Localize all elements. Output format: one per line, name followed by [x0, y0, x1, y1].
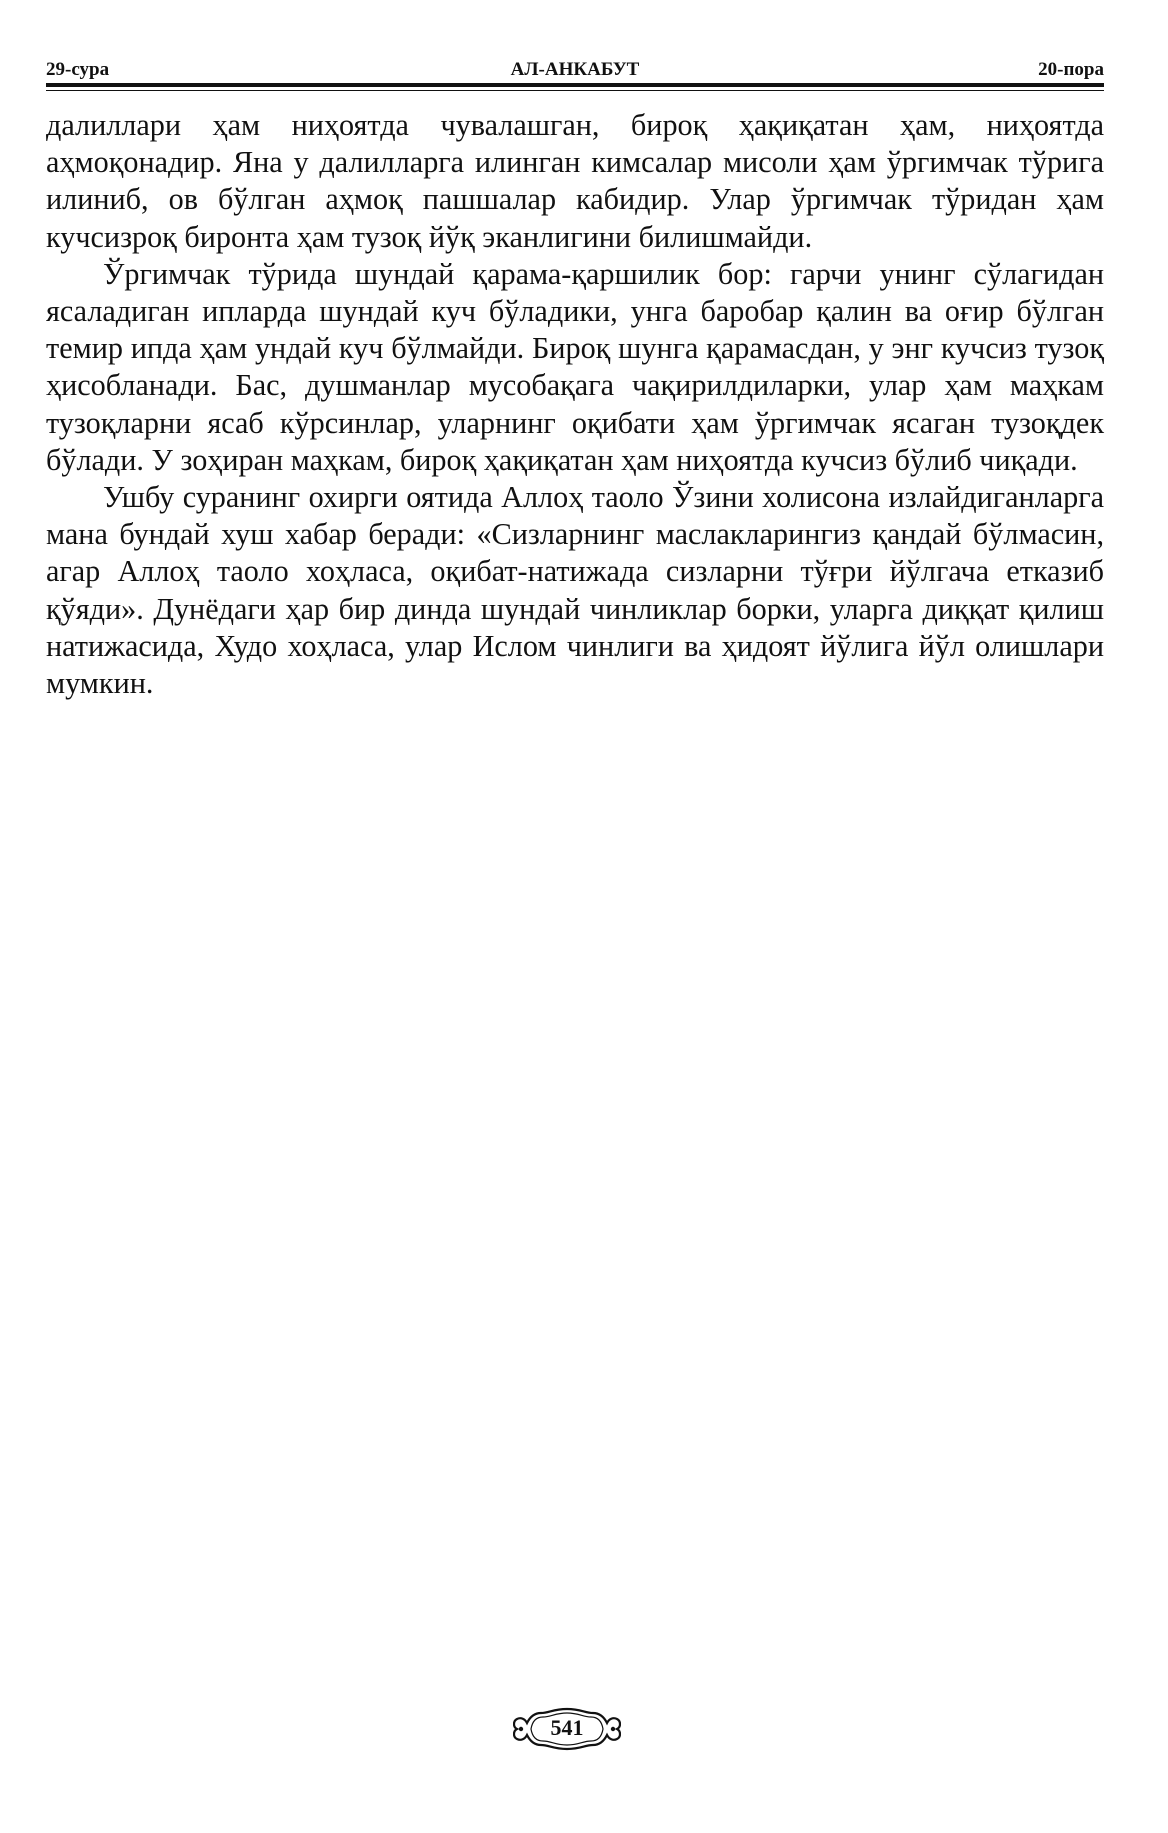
juz-number: 20-пора — [1038, 59, 1104, 80]
paragraph-2: Ўргимчак тўрида шундай қарама-қаршилик бор: гарчи унинг сўлагидан ясаладиган ипларда шундай куч бўладики, унга баробар қалин ва оғир бўлган темир ипда ҳам ундай куч бўлмайди. Бироқ шунга қарамасдан, у энг кучсиз тузоқ ҳисобланади. Бас, душманлар мусобақага чақирилдиларки, улар ҳам маҳкам тузоқларни ясаб кўрсинлар, уларнинг оқибати ҳам ўргимчак ясаган тузоқдек бўлади. У зоҳиран маҳкам, бироқ ҳақиқатан ҳам ниҳоятда кучсиз бўлиб чиқади. — [46, 256, 1104, 477]
header-rule-thin — [46, 90, 1104, 91]
surah-number: 29-сура — [46, 59, 110, 80]
header-rule-thick — [46, 83, 1104, 87]
page-number: 541 — [550, 1715, 584, 1740]
running-head — [46, 58, 1104, 84]
page-number-ornament — [513, 1707, 621, 1751]
surah-title: АЛ-АНКАБУТ — [510, 59, 640, 80]
paragraph-1: далиллари ҳам ниҳоятда чувалашган, бироқ ҳақиқатан ҳам, ниҳоятда аҳмоқонадир. Яна у далилларга илинган кимсалар мисоли ҳам ўргимчак тўрига илиниб, ов бўлган аҳмоқ пашшалар кабидир. Улар ўргимчак тўридан ҳам кучсизроқ биронта ҳам тузоқ йўқ эканлигини билишмайди. — [46, 108, 1104, 254]
paragraph-3: Ушбу суранинг охирги оятида Аллоҳ таоло Ўзини холисона излайдиганларга мана бундай хуш хабар беради: «Сизларнинг маслакларингиз қандай бўлмасин, агар Аллоҳ таоло хоҳласа, оқибат-натижада сизларни тўғри йўлгача етказиб қўяди». Дунёдаги ҳар бир динда шундай чинликлар борки, уларга диққат қилиш натижасида, Худо хоҳласа, улар Ислом чинлиги ва ҳидоят йўлига йўл олишлари мумкин. — [46, 480, 1104, 701]
body-text — [46, 107, 1104, 702]
